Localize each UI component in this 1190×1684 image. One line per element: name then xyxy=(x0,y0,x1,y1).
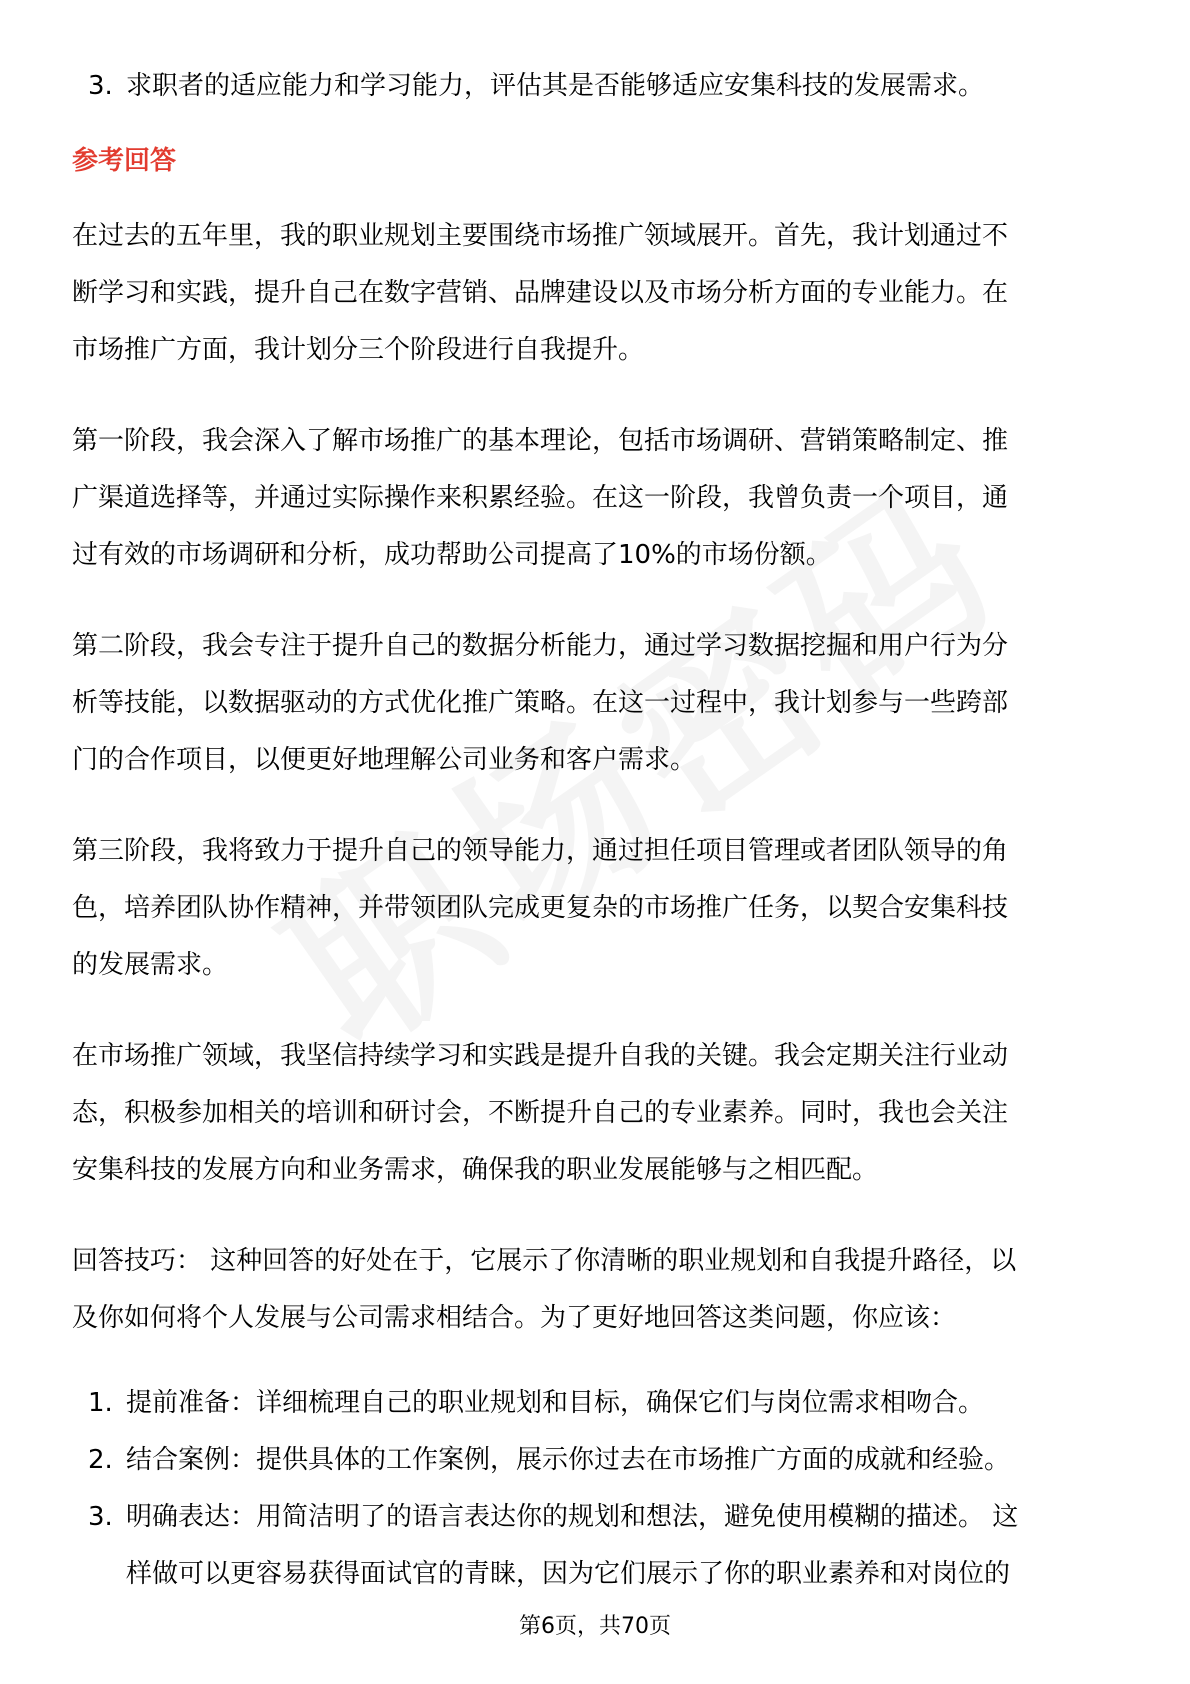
tips-list xyxy=(72,1375,1120,1603)
paragraph xyxy=(72,823,1120,994)
paragraph-line: 的发展需求。 xyxy=(72,950,229,980)
paragraph-line: 色，培养团队协作精神，并带领团队完成更复杂的市场推广任务，以契合安集科技 xyxy=(72,893,1009,923)
paragraph-line: 第一阶段，我会深入了解市场推广的基本理论，包括市场调研、营销策略制定、推 xyxy=(72,426,1009,456)
list-text: 结合案例：提供具体的工作案例，展示你过去在市场推广方面的成就和经验。 xyxy=(126,1445,1011,1475)
paragraph xyxy=(72,413,1120,584)
paragraph-line: 在过去的五年里，我的职业规划主要围绕市场推广领域展开。首先，我计划通过不 xyxy=(72,221,1009,251)
section-heading: 参考回答 xyxy=(72,146,177,176)
paragraph xyxy=(72,208,1120,379)
page-content xyxy=(72,58,1120,1603)
list-number: 3. xyxy=(88,1502,113,1532)
paragraph xyxy=(72,1028,1120,1199)
paragraph-line: 门的合作项目，以便更好地理解公司业务和客户需求。 xyxy=(72,745,697,775)
answer-tips-intro xyxy=(72,1233,1120,1347)
list-item xyxy=(72,1489,1120,1603)
paragraph-line: 第三阶段，我将致力于提升自己的领导能力，通过担任项目管理或者团队领导的角 xyxy=(72,836,1009,866)
paragraph-line: 安集科技的发展方向和业务需求，确保我的职业发展能够与之相匹配。 xyxy=(72,1155,879,1185)
paragraph-line: 态，积极参加相关的培训和研讨会，不断提升自己的专业素养。同时，我也会关注 xyxy=(72,1098,1009,1128)
list-item xyxy=(72,1432,1120,1489)
paragraph xyxy=(72,618,1120,789)
paragraph-line: 断学习和实践，提升自己在数字营销、品牌建设以及市场分析方面的专业能力。在 xyxy=(72,278,1009,308)
list-number: 1. xyxy=(88,1388,113,1418)
paragraph-line: 在市场推广领域，我坚信持续学习和实践是提升自我的关键。我会定期关注行业动 xyxy=(72,1041,1009,1071)
list-text: 明确表达：用简洁明了的语言表达你的规划和想法，避免使用模糊的描述。 这 xyxy=(126,1502,1019,1532)
paragraph-line: 广渠道选择等，并通过实际操作来积累经验。在这一阶段，我曾负责一个项目，通 xyxy=(72,483,1009,513)
paragraph-line: 回答技巧： 这种回答的好处在于，它展示了你清晰的职业规划和自我提升路径，以 xyxy=(72,1246,1017,1276)
list-text: 求职者的适应能力和学习能力，评估其是否能够适应安集科技的发展需求。 xyxy=(126,71,985,101)
list-text: 样做可以更容易获得面试官的青睐，因为它们展示了你的职业素养和对岗位的 xyxy=(126,1559,1011,1589)
list-item xyxy=(72,1375,1120,1432)
paragraph-line: 市场推广方面，我计划分三个阶段进行自我提升。 xyxy=(72,335,645,365)
list-text: 提前准备：详细梳理自己的职业规划和目标，确保它们与岗位需求相吻合。 xyxy=(126,1388,985,1418)
list-number: 2. xyxy=(88,1445,113,1475)
list-number: 3. xyxy=(88,71,113,101)
list-item xyxy=(72,58,1120,115)
paragraph-line: 析等技能，以数据驱动的方式优化推广策略。在这一过程中，我计划参与一些跨部 xyxy=(72,688,1009,718)
paragraph-line: 及你如何将个人发展与公司需求相结合。为了更好地回答这类问题，你应该： xyxy=(72,1303,957,1333)
page-number: 第6页，共70页 xyxy=(519,1614,671,1639)
paragraph-line: 过有效的市场调研和分析，成功帮助公司提高了10%的市场份额。 xyxy=(72,540,832,570)
paragraph-line: 第二阶段，我会专注于提升自己的数据分析能力，通过学习数据挖掘和用户行为分 xyxy=(72,631,1009,661)
